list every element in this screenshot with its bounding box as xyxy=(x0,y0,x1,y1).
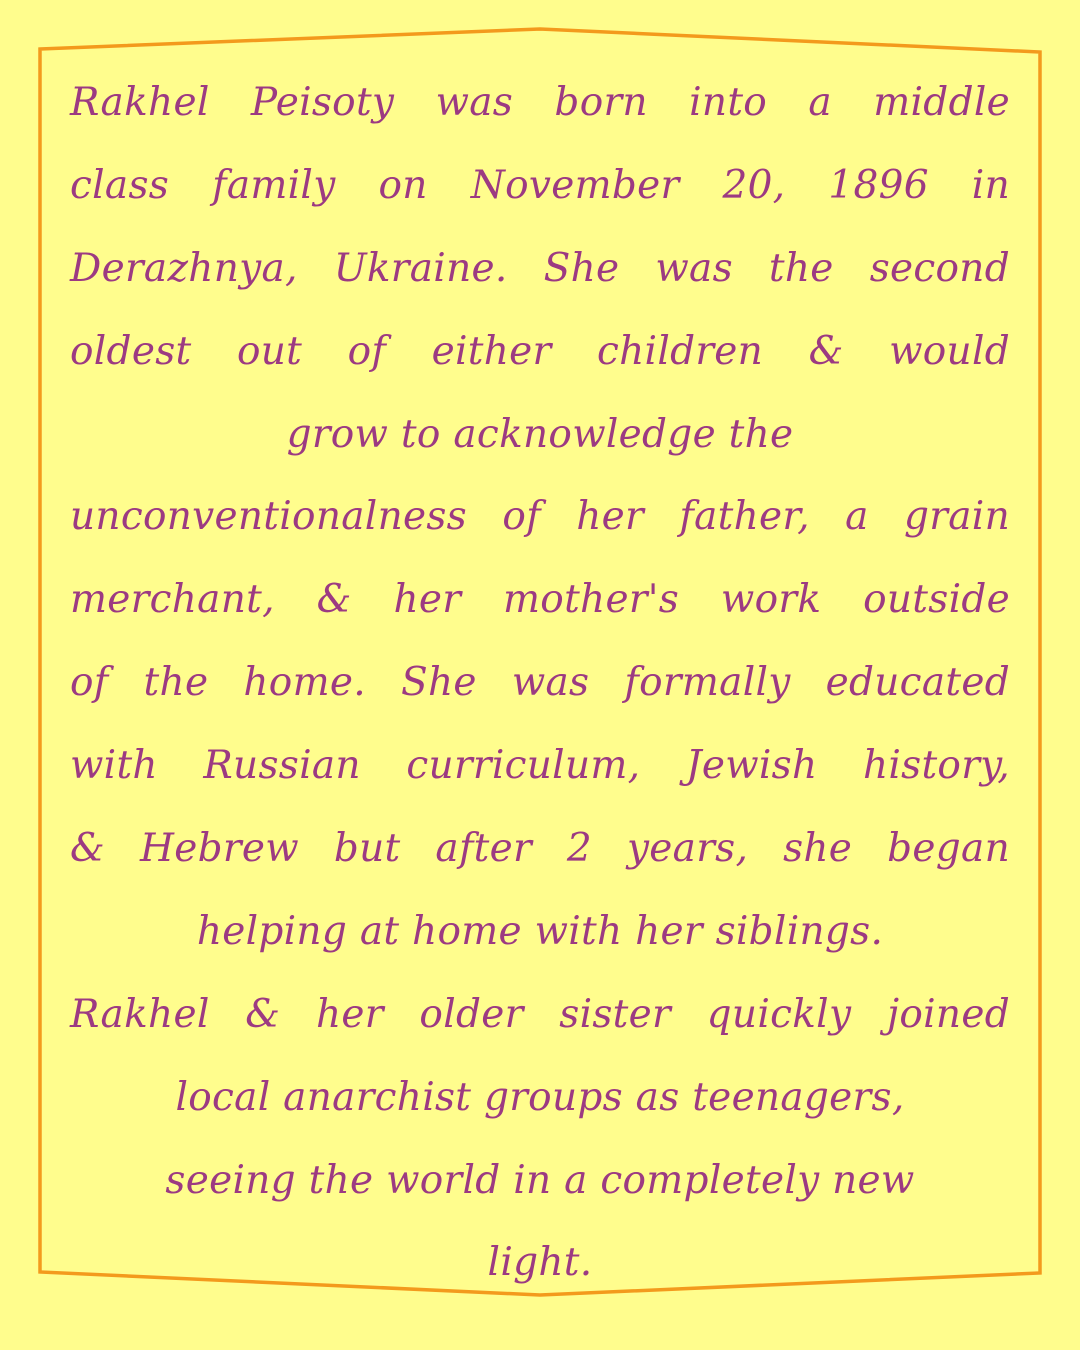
paragraph-line: of the home. She was formally educated xyxy=(70,660,1010,706)
paragraph-line: Derazhnya, Ukraine. She was the second xyxy=(70,245,1010,291)
body-paragraph xyxy=(70,62,1010,1302)
paragraph-line: with Russian curriculum, Jewish history, xyxy=(70,743,1010,789)
paragraph-line: local anarchist groups as teenagers, xyxy=(175,1074,905,1120)
paragraph-line: class family on November 20, 1896 in xyxy=(70,162,1010,208)
paragraph-line: helping at home with her siblings. xyxy=(196,908,884,954)
paragraph-line: Rakhel Peisoty was born into a middle xyxy=(70,80,1010,125)
paragraph-line: Rakhel & her older sister quickly joined xyxy=(70,991,1010,1037)
paragraph-line: unconventionalness of her father, a grain xyxy=(70,494,1010,540)
paragraph-line: oldest out of either children & would xyxy=(70,328,1010,374)
paragraph-line: & Hebrew but after 2 years, she began xyxy=(70,826,1010,872)
paragraph-line: seeing the world in a completely new xyxy=(165,1157,915,1203)
paragraph-line: merchant, & her mother's work outside xyxy=(70,577,1010,623)
paragraph-line: grow to acknowledge the xyxy=(286,411,794,457)
paragraph-line: light. xyxy=(487,1240,593,1286)
